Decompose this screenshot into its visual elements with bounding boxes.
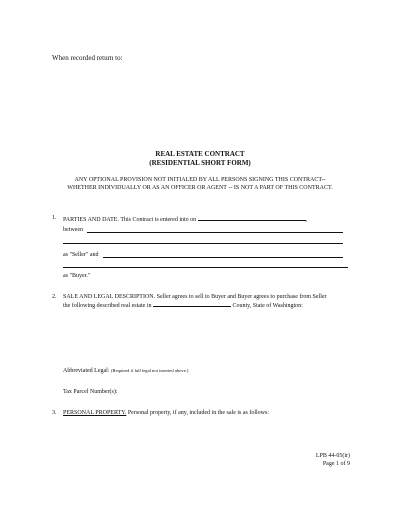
return-address-label: When recorded return to: xyxy=(52,54,123,62)
page-number: Page 1 of 9 xyxy=(322,461,350,467)
notice-line-1: ANY OPTIONAL PROVISION NOT INITIALED BY ALL PERSONS SIGNING THIS CONTRACT-- xyxy=(74,177,326,183)
real-estate-label: the following described real estate in xyxy=(63,303,152,309)
section-2-heading: SALE AND LEGAL DESCRIPTION. xyxy=(63,294,156,300)
section-1-heading: PARTIES AND DATE. xyxy=(63,217,119,223)
section-3-number: 3. xyxy=(52,410,57,416)
between-field[interactable] xyxy=(87,232,343,233)
form-id: LPB 44-05(ir) xyxy=(315,453,350,459)
abbreviated-legal xyxy=(63,367,188,375)
section-1-text: This Contract is entered into on xyxy=(120,217,197,223)
county-field[interactable] xyxy=(153,300,231,307)
buyer-name-field-2[interactable] xyxy=(63,267,348,268)
section-3-heading: PERSONAL PROPERTY. xyxy=(63,410,127,416)
county-state-label: County, State of Washington: xyxy=(232,303,303,309)
section-3-text: Personal property, if any, included in the sale is as follows: xyxy=(127,410,270,416)
section-1-intro: PARTIES AND DATE. This Contract is entered into on , xyxy=(63,214,307,224)
between-field-2[interactable] xyxy=(63,243,343,244)
tax-parcel-label: Tax Parcel Number(s): xyxy=(63,389,118,395)
document-title: REAL ESTATE CONTRACT xyxy=(155,150,245,158)
notice-line-2: WHETHER INDIVIDUALLY OR AS AN OFFICER OR AGENT -- IS NOT A PART OF THIS CONTRACT. xyxy=(67,185,333,191)
contract-date-field[interactable] xyxy=(198,214,306,221)
buyer-label: as "Buyer." xyxy=(63,273,91,279)
section-1-number: 1. xyxy=(52,215,57,221)
abbreviated-legal-label: Abbreviated Legal: xyxy=(63,368,110,374)
abbreviated-legal-note: (Required if full legal not inserted above.) xyxy=(110,368,189,373)
section-2-text: Seller agrees to sell to Buyer and Buyer agrees to purchase from Seller xyxy=(156,294,327,300)
seller-label: as "Seller" and xyxy=(63,252,99,258)
buyer-name-field[interactable] xyxy=(103,257,343,258)
section-2-number: 2. xyxy=(52,294,57,300)
between-label: between xyxy=(63,227,83,233)
section-2-line-2 xyxy=(63,300,303,310)
section-3-intro xyxy=(63,409,269,417)
document-subtitle: (RESIDENTIAL SHORT FORM) xyxy=(149,159,251,167)
